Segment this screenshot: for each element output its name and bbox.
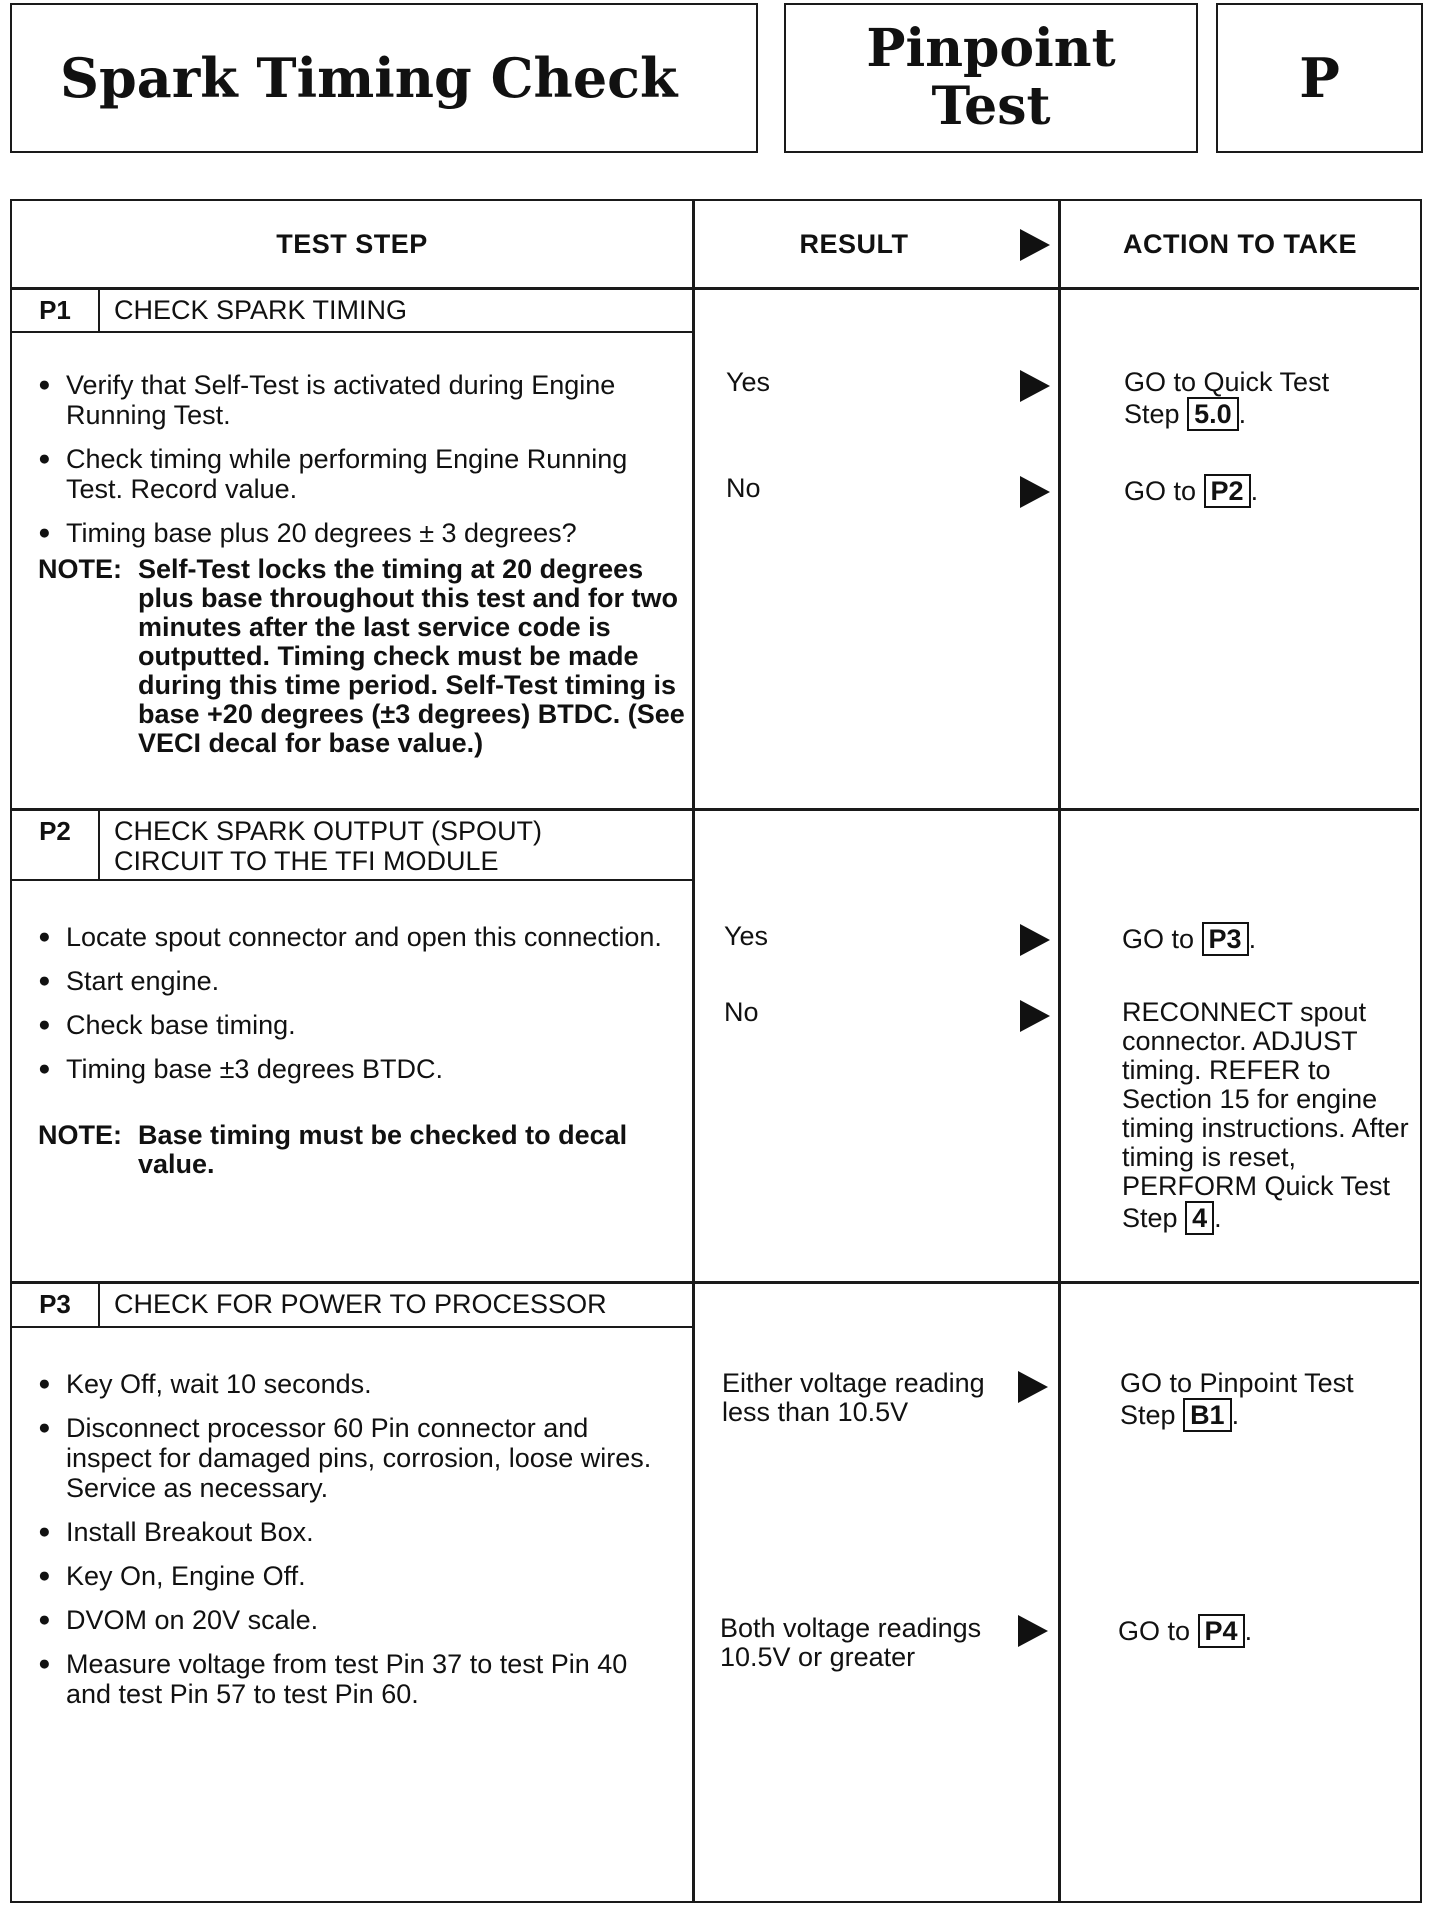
step-title: CHECK SPARK TIMING — [114, 295, 408, 325]
step-p2-note — [38, 1121, 688, 1179]
list-item: ● Locate spout connector and open this connection. — [38, 922, 678, 952]
test-letter: P — [1299, 46, 1340, 110]
result-arrow-icon — [1020, 1000, 1050, 1032]
step-reference: 4 — [1185, 1201, 1214, 1235]
note-text: Base timing must be checked to decal value. — [138, 1120, 628, 1179]
note-label: NOTE: — [38, 554, 122, 584]
column-header-action: ACTION TO TAKE — [1123, 228, 1357, 259]
step-p2-instructions — [38, 922, 678, 1098]
note-text: Self-Test locks the timing at 20 degrees plus base throughout this test and for two minutes after the last service code is outputted. Timing check must be made during this time period. Self-Test timing is base +20 degrees (±3 degrees) BTDC. (See VECI decal for base value.) — [138, 554, 685, 758]
result-no: No — [726, 473, 761, 503]
list-item: ● Timing base ±3 degrees BTDC. — [38, 1054, 678, 1084]
list-item: ● Start engine. — [38, 966, 678, 996]
test-type-line2: Test — [931, 76, 1051, 137]
result-arrow-icon — [1020, 924, 1050, 956]
column-divider-1 — [692, 201, 695, 1903]
result-arrow-icon — [1018, 1371, 1048, 1403]
step-title: CHECK SPARK OUTPUT (SPOUT) CIRCUIT TO THE TFI MODULE — [114, 816, 543, 876]
result-arrow-icon — [1020, 476, 1050, 508]
result-arrow-icon — [1020, 370, 1050, 402]
list-item: ● DVOM on 20V scale. — [38, 1605, 678, 1635]
list-item: ● Install Breakout Box. — [38, 1517, 678, 1547]
result-yes: Yes — [726, 367, 771, 397]
list-item: ● Check timing while performing Engine Running Test. Record value. — [38, 444, 678, 504]
page-title: Spark Timing Check — [60, 46, 678, 110]
list-item: ● Verify that Self-Test is activated during Engine Running Test. — [38, 370, 678, 430]
step-reference: P3 — [1202, 922, 1249, 956]
list-item: ● Key Off, wait 10 seconds. — [38, 1369, 678, 1399]
column-divider-2 — [1058, 201, 1061, 1903]
step-reference: 5.0 — [1187, 397, 1239, 431]
step-header-p2 — [12, 810, 692, 881]
column-header-result: RESULT — [799, 228, 909, 259]
test-letter-box — [1216, 3, 1423, 153]
list-item: ● Key On, Engine Off. — [38, 1561, 678, 1591]
step-title: CHECK FOR POWER TO PROCESSOR — [114, 1289, 607, 1319]
result-voltage-ok: Both voltage readings 10.5V or greater — [720, 1613, 982, 1672]
title-box — [10, 3, 758, 153]
list-item: ● Timing base plus 20 degrees ± 3 degrees? — [38, 518, 678, 548]
column-header-test-step: TEST STEP — [276, 228, 428, 259]
list-item: ● Disconnect processor 60 Pin connector and inspect for damaged pins, corrosion, loose wires. Service as necessary. — [38, 1413, 678, 1503]
action-go-to-p4: GO to P4 . — [1118, 1616, 1253, 1646]
step-id: P1 — [12, 289, 100, 331]
action-reconnect-adjust-timing: RECONNECT spout connector. ADJUST timing. REFER to Section 15 for engine timing instructions. After timing is reset, PERFORM Quick Test Step 4 . — [1122, 997, 1409, 1233]
action-go-to-pinpoint-b1: GO to Pinpoint Test Step B1 . — [1120, 1368, 1354, 1430]
action-go-to-p2: GO to P2 . — [1124, 476, 1259, 506]
result-low-voltage: Either voltage reading less than 10.5V — [722, 1368, 985, 1427]
step-p1-note — [38, 555, 688, 758]
result-yes: Yes — [724, 921, 769, 951]
step-id: P3 — [12, 1283, 100, 1326]
list-item: ● Measure voltage from test Pin 37 to test Pin 40 and test Pin 57 to test Pin 60. — [38, 1649, 678, 1709]
step-id: P2 — [12, 810, 100, 879]
step-reference: P4 — [1198, 1614, 1245, 1648]
pinpoint-test-table — [10, 199, 1422, 1903]
step-header-p1 — [12, 289, 692, 333]
step-p1-instructions — [38, 370, 678, 562]
step-p3-instructions — [38, 1369, 678, 1723]
step-header-p3 — [12, 1283, 692, 1328]
test-type-line1: Pinpoint — [866, 18, 1116, 79]
step-reference: P2 — [1204, 474, 1251, 508]
step-reference: B1 — [1183, 1398, 1232, 1432]
result-no: No — [724, 997, 759, 1027]
result-arrow-icon — [1018, 1615, 1048, 1647]
result-arrow-icon — [1020, 229, 1050, 261]
test-type-box — [784, 3, 1198, 153]
list-item: ● Check base timing. — [38, 1010, 678, 1040]
note-label: NOTE: — [38, 1120, 122, 1150]
action-go-to-quick-test: GO to Quick Test Step 5.0 . — [1124, 367, 1330, 429]
action-go-to-p3: GO to P3 . — [1122, 924, 1257, 954]
